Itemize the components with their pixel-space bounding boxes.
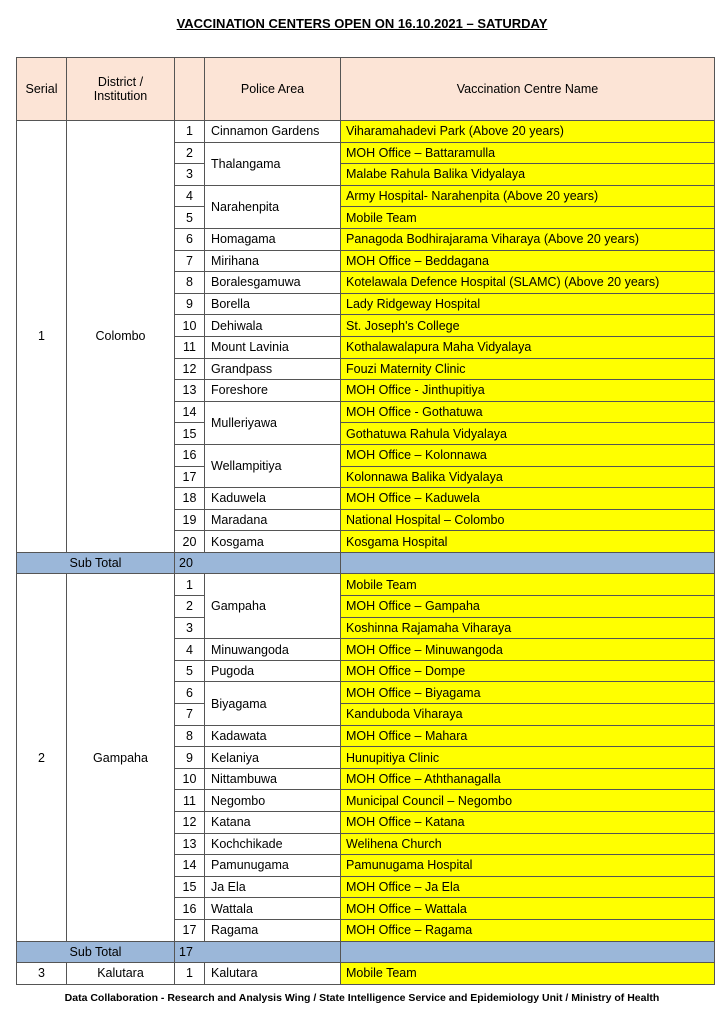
row-number-cell: 1	[175, 121, 205, 143]
table-row	[17, 574, 715, 596]
row-number-cell: 9	[175, 293, 205, 315]
police-area-cell: Cinnamon Gardens	[205, 121, 341, 143]
table-row	[17, 963, 715, 985]
serial-cell: 2	[17, 574, 67, 941]
row-number-cell: 14	[175, 855, 205, 877]
row-number-cell: 7	[175, 704, 205, 726]
centre-name-cell: Gothatuwa Rahula Vidyalaya	[341, 423, 715, 445]
police-area-cell: Borella	[205, 293, 341, 315]
police-area-cell: Kadawata	[205, 725, 341, 747]
centre-name-cell: MOH Office – Battaramulla	[341, 142, 715, 164]
row-number-cell: 16	[175, 444, 205, 466]
row-number-cell: 8	[175, 272, 205, 294]
centre-name-cell: Pamunugama Hospital	[341, 855, 715, 877]
row-number-cell: 11	[175, 790, 205, 812]
centre-name-cell: Malabe Rahula Balika Vidyalaya	[341, 164, 715, 186]
vaccination-centers-table	[16, 57, 715, 985]
police-area-cell: Kochchikade	[205, 833, 341, 855]
row-number-cell: 15	[175, 876, 205, 898]
footer-note: Data Collaboration - Research and Analysis Wing / State Intelligence Service and Epidemiology Unit / Ministry of Health	[64, 992, 660, 1004]
subtotal-row	[17, 941, 715, 963]
centre-name-cell: Army Hospital- Narahenpita (Above 20 years)	[341, 185, 715, 207]
centre-name-cell: Hunupitiya Clinic	[341, 747, 715, 769]
header-serial: Serial	[17, 58, 67, 121]
police-area-cell: Foreshore	[205, 380, 341, 402]
centre-name-cell: MOH Office - Gothatuwa	[341, 401, 715, 423]
police-area-cell: Minuwangoda	[205, 639, 341, 661]
centre-name-cell: MOH Office – Ragama	[341, 919, 715, 941]
row-number-cell: 1	[175, 574, 205, 596]
row-number-cell: 2	[175, 596, 205, 618]
subtotal-value: 17	[175, 941, 341, 963]
subtotal-value: 20	[175, 552, 341, 574]
subtotal-label: Sub Total	[17, 941, 175, 963]
centre-name-cell: Mobile Team	[341, 207, 715, 229]
police-area-cell: Negombo	[205, 790, 341, 812]
centre-name-cell: Kothalawalapura Maha Vidyalaya	[341, 336, 715, 358]
police-area-cell: Thalangama	[205, 142, 341, 185]
centre-name-cell: Viharamahadevi Park (Above 20 years)	[341, 121, 715, 143]
row-number-cell: 1	[175, 963, 205, 985]
row-number-cell: 9	[175, 747, 205, 769]
row-number-cell: 3	[175, 164, 205, 186]
centre-name-cell: MOH Office – Ja Ela	[341, 876, 715, 898]
police-area-cell: Wattala	[205, 898, 341, 920]
centre-name-cell: MOH Office - Jinthupitiya	[341, 380, 715, 402]
police-area-cell: Biyagama	[205, 682, 341, 725]
police-area-cell: Gampaha	[205, 574, 341, 639]
centre-name-cell: Mobile Team	[341, 574, 715, 596]
page-title-text: VACCINATION CENTERS OPEN ON 16.10.2021 – SATURDAY	[176, 16, 548, 31]
centre-name-cell: Kosgama Hospital	[341, 531, 715, 553]
police-area-cell: Kaduwela	[205, 488, 341, 510]
police-area-cell: Homagama	[205, 228, 341, 250]
centre-name-cell: MOH Office – Beddagana	[341, 250, 715, 272]
centre-name-cell: Welihena Church	[341, 833, 715, 855]
table-header	[17, 58, 715, 121]
centre-name-cell: MOH Office – Kaduwela	[341, 488, 715, 510]
row-number-cell: 15	[175, 423, 205, 445]
police-area-cell: Kelaniya	[205, 747, 341, 769]
row-number-cell: 17	[175, 466, 205, 488]
centre-name-cell: Fouzi Maternity Clinic	[341, 358, 715, 380]
centre-name-cell: MOH Office – Kolonnawa	[341, 444, 715, 466]
police-area-cell: Ragama	[205, 919, 341, 941]
row-number-cell: 12	[175, 358, 205, 380]
district-cell: Gampaha	[67, 574, 175, 941]
row-number-cell: 14	[175, 401, 205, 423]
row-number-cell: 12	[175, 812, 205, 834]
centre-name-cell: Koshinna Rajamaha Viharaya	[341, 617, 715, 639]
centre-name-cell: Municipal Council – Negombo	[341, 790, 715, 812]
centre-name-cell: MOH Office – Dompe	[341, 660, 715, 682]
serial-cell: 3	[17, 963, 67, 985]
centre-name-cell: National Hospital – Colombo	[341, 509, 715, 531]
row-number-cell: 16	[175, 898, 205, 920]
centre-name-cell: Panagoda Bodhirajarama Viharaya (Above 20 years)	[341, 228, 715, 250]
centre-name-cell: MOH Office – Gampaha	[341, 596, 715, 618]
row-number-cell: 17	[175, 919, 205, 941]
police-area-cell: Ja Ela	[205, 876, 341, 898]
row-number-cell: 2	[175, 142, 205, 164]
centre-name-cell: Lady Ridgeway Hospital	[341, 293, 715, 315]
centre-name-cell: MOH Office – Biyagama	[341, 682, 715, 704]
police-area-cell: Nittambuwa	[205, 768, 341, 790]
row-number-cell: 4	[175, 185, 205, 207]
centre-name-cell: St. Joseph's College	[341, 315, 715, 337]
subtotal-empty-cell	[341, 552, 715, 574]
row-number-cell: 6	[175, 682, 205, 704]
row-number-cell: 6	[175, 228, 205, 250]
police-area-cell: Grandpass	[205, 358, 341, 380]
header-number	[175, 58, 205, 121]
police-area-cell: Narahenpita	[205, 185, 341, 228]
table-row	[17, 121, 715, 143]
centre-name-cell: Kolonnawa Balika Vidyalaya	[341, 466, 715, 488]
centre-name-cell: Kotelawala Defence Hospital (SLAMC) (Above 20 years)	[341, 272, 715, 294]
row-number-cell: 11	[175, 336, 205, 358]
serial-cell: 1	[17, 121, 67, 553]
centre-name-cell: MOH Office – Katana	[341, 812, 715, 834]
row-number-cell: 13	[175, 380, 205, 402]
row-number-cell: 4	[175, 639, 205, 661]
subtotal-row	[17, 552, 715, 574]
centre-name-cell: MOH Office – Wattala	[341, 898, 715, 920]
police-area-cell: Maradana	[205, 509, 341, 531]
centre-name-cell: MOH Office – Mahara	[341, 725, 715, 747]
table-body	[17, 121, 715, 985]
row-number-cell: 10	[175, 768, 205, 790]
centre-name-cell: Kanduboda Viharaya	[341, 704, 715, 726]
police-area-cell: Kalutara	[205, 963, 341, 985]
police-area-cell: Pamunugama	[205, 855, 341, 877]
centre-name-cell: Mobile Team	[341, 963, 715, 985]
centre-name-cell: MOH Office – Minuwangoda	[341, 639, 715, 661]
police-area-cell: Pugoda	[205, 660, 341, 682]
police-area-cell: Boralesgamuwa	[205, 272, 341, 294]
header-police-area: Police Area	[205, 58, 341, 121]
header-centre-name: Vaccination Centre Name	[341, 58, 715, 121]
police-area-cell: Mount Lavinia	[205, 336, 341, 358]
row-number-cell: 18	[175, 488, 205, 510]
row-number-cell: 19	[175, 509, 205, 531]
row-number-cell: 7	[175, 250, 205, 272]
police-area-cell: Mulleriyawa	[205, 401, 341, 444]
subtotal-empty-cell	[341, 941, 715, 963]
row-number-cell: 8	[175, 725, 205, 747]
row-number-cell: 5	[175, 660, 205, 682]
police-area-cell: Kosgama	[205, 531, 341, 553]
table-header-row	[17, 58, 715, 121]
header-district: District / Institution	[67, 58, 175, 121]
row-number-cell: 3	[175, 617, 205, 639]
district-cell: Colombo	[67, 121, 175, 553]
row-number-cell: 10	[175, 315, 205, 337]
police-area-cell: Katana	[205, 812, 341, 834]
page-title	[0, 16, 724, 31]
police-area-cell: Wellampitiya	[205, 444, 341, 487]
row-number-cell: 5	[175, 207, 205, 229]
row-number-cell: 20	[175, 531, 205, 553]
subtotal-label: Sub Total	[17, 552, 175, 574]
police-area-cell: Dehiwala	[205, 315, 341, 337]
police-area-cell: Mirihana	[205, 250, 341, 272]
row-number-cell: 13	[175, 833, 205, 855]
centre-name-cell: MOH Office – Aththanagalla	[341, 768, 715, 790]
district-cell: Kalutara	[67, 963, 175, 985]
